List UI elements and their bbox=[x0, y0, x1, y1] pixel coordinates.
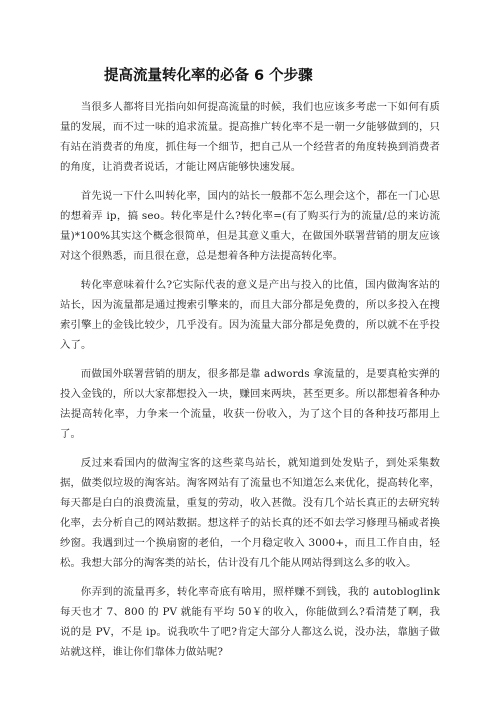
paragraph-2: 首先说一下什么叫转化率，国内的站长一般都不怎么理会这个，都在一门心思的想着弄 ip，搞 seo。转化率是什么?转化率=(有了购买行为的流量/总的来访流量)*100%其实这个概念很简单，但是其意义重大，在做国外联署营销的朋友应该对这个很熟悉，而且很在意，总是想着各种方法提高转化率。 bbox=[60, 190, 440, 262]
paragraph-1: 当很多人都将目光指向如何提高流量的时候，我们也应该多考虑一下如何有质量的发展，而不过一味的追求流量。提高推广转化率不是一朝一夕能够做到的，只有站在消费者的角度，抓住每一个细节，把自己从一个经营者的角度转换到消费者的角度，让消费者说话，才能让网店能够快速发展。 bbox=[60, 101, 440, 173]
paragraph-6: 你弄到的流量再多，转化率奇底有啥用，照样赚不到钱，我的 autobloglink 每天也才 7、800 的 PV 就能有平均 50￥的收入，你能做到么?看清楚了啊，我说的是 PV，不是 ip。说我吹牛了吧?肯定大部分人都这么说，没办法，靠脑子做站就这样，谁让你们靠体力做站呢? bbox=[60, 586, 440, 658]
paragraph-4: 而做国外联署营销的朋友，很多都是靠 adwords 拿流量的，是要真枪实弹的投入金钱的，所以大家都想投入一块，赚回来两块，甚至更多。所以都想着各种办法提高转化率，力争来一个流量，收获一份收入，为了这个目的各种技巧都用上了。 bbox=[60, 368, 440, 440]
paragraph-5: 反过来看国内的做淘宝客的这些菜鸟站长，就知道到处发贴子，到处采集数据，做类似垃圾的淘客站。淘客网站有了流量也不知道怎么来优化，提高转化率，每天都是白白的浪费流量，重复的劳动，收入甚微。没有几个站长真正的去研究转化率，去分析自己的网站数据。想这样子的站长真的还不如去学习修理马桶或者换纱窗。我遇到过一个换扇窗的老伯，一个月稳定收入 3000+，而且工作自由，轻松。我想大部分的淘客类的站长，估计没有几个能从网站得到这么多的收入。 bbox=[60, 457, 440, 569]
paragraph-3: 转化率意味着什么?它实际代表的意义是产出与投入的比值，国内做淘客站的站长，因为流量都是通过搜索引擎来的，而且大部分都是免费的，所以多投入在搜索引擎上的金钱比较少，几乎没有。因为流量大部分都是免费的，所以就不在乎投入了。 bbox=[60, 279, 440, 351]
document-title: 提高流量转化率的必备 6 个步骤 bbox=[104, 68, 313, 84]
